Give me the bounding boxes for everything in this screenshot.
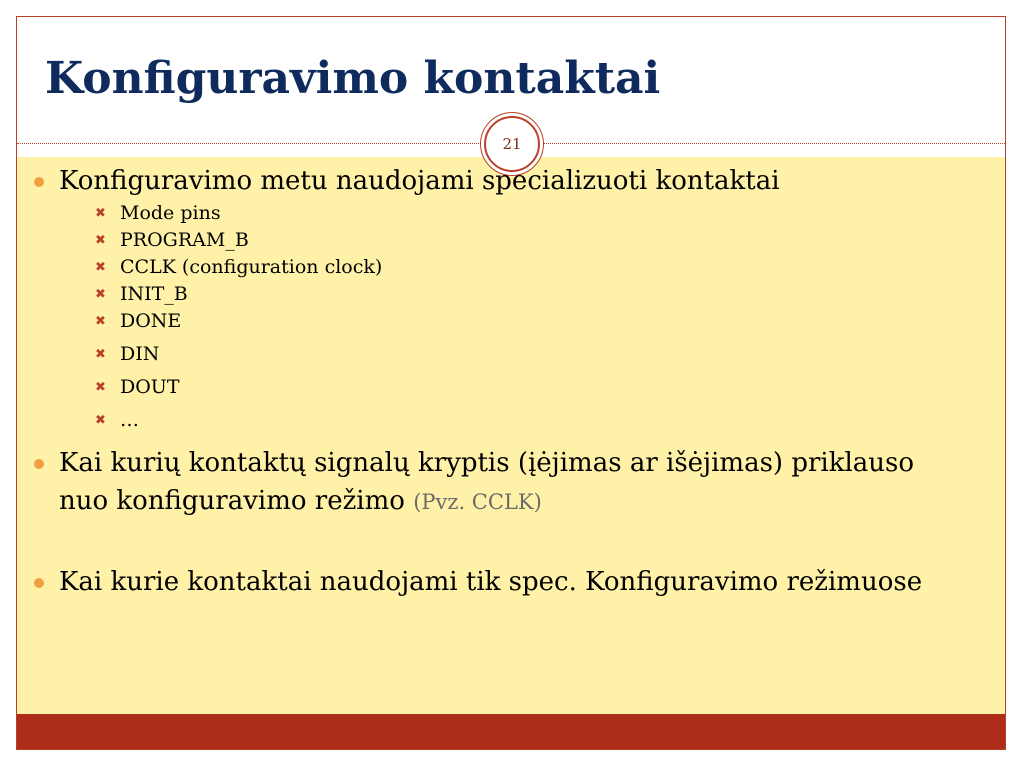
sub-bullet-text: PROGRAM_B (120, 229, 249, 251)
footer-bar (17, 714, 1005, 749)
sub-bullet-item (95, 341, 962, 368)
bullet-item (32, 563, 962, 601)
x-mark-icon: ✖ (95, 347, 106, 362)
bullet-text: Kai kurių kontaktų signalų kryptis (įėjimas ar išėjimas) priklauso nuo konfiguravimo režimo (59, 448, 915, 516)
x-mark-icon: ✖ (95, 413, 106, 428)
sub-bullet-text: … (120, 409, 139, 431)
x-mark-icon: ✖ (95, 380, 106, 395)
sub-bullet-item (95, 281, 962, 308)
bullet-note: (Pvz. CCLK) (413, 490, 542, 514)
sub-list-container (32, 200, 962, 434)
x-mark-icon: ✖ (95, 260, 106, 275)
bullet-dot-icon (34, 459, 44, 469)
sub-bullet-text: DIN (120, 343, 160, 365)
bullet-dot-icon (34, 177, 44, 187)
slide-title: Konfiguravimo kontaktai (45, 53, 661, 104)
x-mark-icon: ✖ (95, 287, 106, 302)
sub-bullet-item (95, 308, 962, 335)
bullet-text: Kai kurie kontaktai naudojami tik spec. Konfiguravimo režimuose (59, 567, 923, 597)
x-mark-icon: ✖ (95, 206, 106, 221)
x-mark-icon: ✖ (95, 233, 106, 248)
sub-bullet-text: DONE (120, 310, 182, 332)
sub-bullet-item (95, 200, 962, 227)
sub-bullet-text: DOUT (120, 376, 180, 398)
sub-bullet-text: CCLK (configuration clock) (120, 256, 383, 278)
sub-bullet-item (95, 407, 962, 434)
bullet-item (32, 162, 962, 200)
sub-bullet-text: Mode pins (120, 202, 221, 224)
sub-bullet-item (95, 254, 962, 281)
page-number: 21 (502, 135, 522, 153)
sub-bullet-text: INIT_B (120, 283, 188, 305)
bullet-text: Konfiguravimo metu naudojami specializuoti kontaktai (59, 166, 780, 196)
bullet-item (32, 444, 962, 521)
sub-bullet-list (32, 200, 962, 434)
bullet-dot-icon (34, 578, 44, 588)
sub-bullet-item (95, 374, 962, 401)
bullet-list (32, 162, 962, 601)
x-mark-icon: ✖ (95, 314, 106, 329)
sub-bullet-item (95, 227, 962, 254)
